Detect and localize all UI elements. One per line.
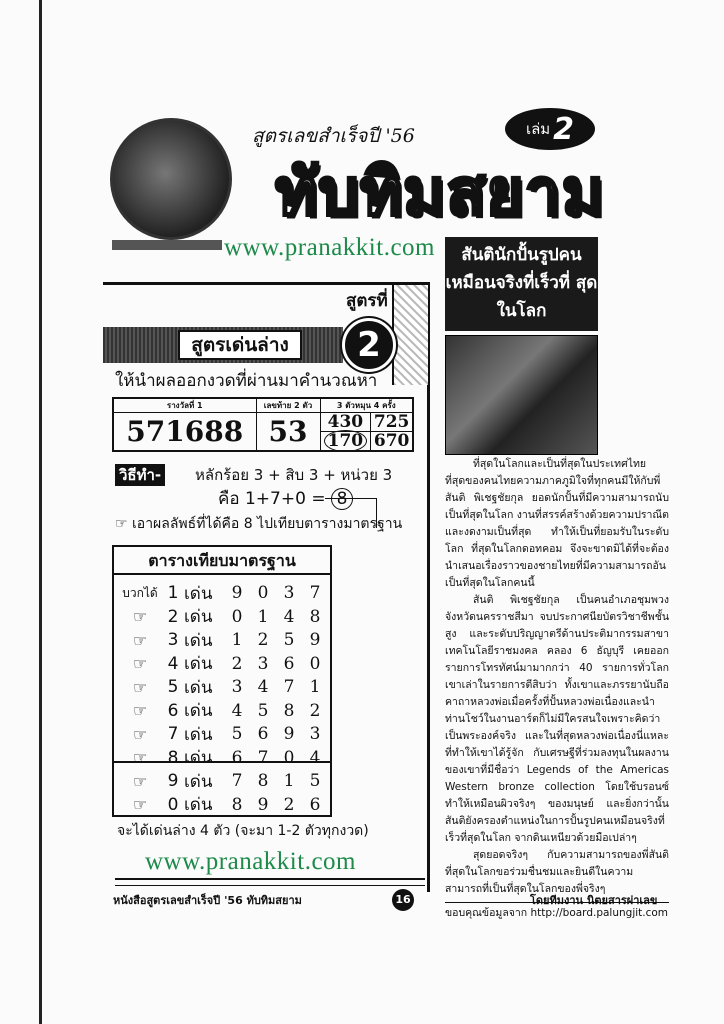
- row-digit: 3: [309, 724, 321, 744]
- row-digit: 3: [257, 653, 269, 674]
- row-word: เด่น: [184, 607, 213, 627]
- row-word: เด่น: [184, 724, 213, 745]
- standard-table-row: [118, 675, 328, 699]
- row-key: 1: [167, 583, 179, 603]
- pointing-hand-icon: ☞: [132, 771, 148, 791]
- volume-label: เล่ม: [525, 120, 551, 138]
- row-word: เด่น: [184, 630, 213, 651]
- row-digit: 3: [231, 677, 243, 697]
- three-digit-value-circled: 170: [324, 430, 368, 452]
- article-photo: [445, 335, 598, 455]
- article-headline: สันตินักปั้นรูปคน เหมือนจริงที่เร็วที่ สุดในโลก: [445, 237, 598, 331]
- row-digit: 1: [309, 677, 321, 697]
- compare-instruction: ☞ เอาผลลัพธ์ที่ได้คือ 8 ไปเทียบตารางมาตรฐาน: [115, 516, 403, 532]
- table-divider: [114, 761, 330, 763]
- header-first-prize: รางวัลที่ 1: [113, 398, 256, 413]
- volume-number: 2: [553, 111, 575, 147]
- three-digit-value: 725: [371, 413, 413, 432]
- pointing-hand-icon: ☞: [132, 748, 148, 767]
- header-three-digit: 3 ตัวหมุน 4 ครั้ง: [320, 398, 413, 413]
- row-key: 9: [167, 771, 179, 791]
- series-title: สูตรเลขสำเร็จปี '56: [252, 125, 415, 147]
- instruction-text: ให้นำผลออกงวดที่ผ่านมาคำนวณหา: [115, 371, 378, 391]
- pointing-hand-icon: ☞: [132, 607, 148, 626]
- standard-table-row: [118, 605, 328, 629]
- row-word: เด่น: [184, 701, 213, 721]
- row-digit: 2: [231, 653, 243, 674]
- pointing-hand-icon: ☞: [132, 724, 148, 744]
- row-key: 6: [167, 700, 179, 721]
- logo-caption-strip: [112, 240, 222, 250]
- row-digit: 2: [283, 794, 295, 815]
- method-equation: คือ 1+7+0 =: [218, 489, 326, 509]
- summary-text: จะได้เด่นล่าง 4 ตัว (จะมา 1-2 ตัวทุกงวด): [117, 823, 369, 839]
- base-ornament: [115, 878, 425, 886]
- row-key: 0: [167, 794, 179, 815]
- article-body: [445, 456, 669, 898]
- row-word: เด่น: [184, 748, 213, 768]
- row-digit: 9: [231, 583, 243, 603]
- standard-table-row: [118, 699, 328, 723]
- last-two-value: 53: [256, 413, 320, 452]
- pointing-hand-icon: ☞: [132, 630, 148, 650]
- row-digit: 3: [283, 583, 295, 603]
- row-digit: 6: [283, 653, 295, 674]
- row-digit: 9: [283, 724, 295, 744]
- volume-badge: [505, 108, 595, 150]
- brand-title: ทับทิมสยาม: [275, 156, 605, 230]
- standard-table-row: [118, 769, 328, 793]
- formula-number-label: สูตรที่: [346, 291, 388, 311]
- standard-table-row: [118, 722, 328, 746]
- row-digit: 4: [231, 700, 243, 721]
- row-digit: 4: [309, 747, 321, 768]
- article-paragraph: ที่สุดในโลกและเป็นที่สุดในประเทศไทย ที่สุดของคนไทยความภาคภูมิใจที่ทุกคนมีให้กับพี่สันติ พิเชฐชัยกุล ยอดนักปั้นที่มีความสามารถนับเป็นที่สุดในโลก งานที่สรรค์สร้างด้วยความปราณีต และงดงามเป็นที่สุด ทำให้เป็นที่ยอมรับในระดับโลก ที่สุดในโลกดอทคอม จึงจะขาดมิได้ที่จะต้องนำเสนอเรื่องราวของชายไทยที่มีความสามารถอันเป็นที่สุดในโลกคนนี้: [445, 458, 669, 589]
- row-digit: 0: [257, 583, 269, 603]
- row-key: 2: [167, 606, 179, 627]
- pointing-hand-icon: ☞: [132, 701, 148, 720]
- row-digit: 4: [257, 677, 269, 697]
- standard-table-row: [118, 581, 328, 605]
- watermark-top: www.pranakkit.com: [224, 234, 435, 261]
- row-digit: 9: [257, 794, 269, 815]
- row-digit: 6: [309, 794, 321, 815]
- standard-table: [112, 545, 332, 817]
- formula-number-badge: 2: [342, 318, 396, 372]
- row-word: เด่น: [184, 654, 213, 674]
- row-digit: 6: [257, 724, 269, 744]
- row-digit: 1: [257, 606, 269, 627]
- pointing-hand-icon: ☞: [132, 795, 148, 814]
- row-digit: 1: [231, 630, 243, 650]
- watermark-bottom: www.pranakkit.com: [145, 848, 356, 875]
- row-digit: 8: [283, 700, 295, 721]
- row-digit: 8: [231, 794, 243, 815]
- row-digit: 7: [309, 583, 321, 603]
- row-digit: 5: [257, 700, 269, 721]
- row-word: เด่น: [184, 583, 213, 604]
- pointing-hand-icon: ☞: [132, 677, 148, 697]
- row-digit: 9: [309, 630, 321, 650]
- row-digit: 4: [283, 606, 295, 627]
- row-key: 4: [167, 653, 179, 674]
- footer-book-title: หนังสือสูตรเลขสำเร็จปี '56 ทับทิมสยาม: [113, 894, 302, 907]
- margin-line: [39, 0, 42, 1024]
- row-digit: 1: [283, 771, 295, 791]
- method-step-1: หลักร้อย 3 + สิบ 3 + หน่วย 3: [195, 466, 393, 484]
- row-digit: 5: [309, 771, 321, 791]
- row-digit: 2: [309, 700, 321, 721]
- draw-results-table: [112, 397, 414, 452]
- standard-table-row: [118, 652, 328, 676]
- three-digit-value: 430: [320, 413, 371, 432]
- standard-table-row: [118, 793, 328, 817]
- page-number: 16: [392, 889, 414, 911]
- row-lead-label: บวกได้: [122, 585, 158, 600]
- row-digit: 0: [231, 606, 243, 627]
- pointing-hand-icon: ☞: [132, 654, 148, 673]
- row-digit: 8: [257, 771, 269, 791]
- row-digit: 7: [257, 747, 269, 768]
- row-key: 8: [167, 747, 179, 768]
- ornament-border: [392, 285, 428, 385]
- row-key: 3: [167, 630, 179, 650]
- standard-table-title: ตารางเทียบมาตรฐาน: [114, 547, 330, 575]
- row-digit: 7: [283, 677, 295, 697]
- row-digit: 5: [283, 630, 295, 650]
- row-word: เด่น: [184, 771, 213, 792]
- method-result: 8: [331, 488, 353, 510]
- row-digit: 0: [309, 653, 321, 674]
- row-digit: 5: [231, 724, 243, 744]
- standard-table-row: [118, 746, 328, 770]
- coin-logo-image: [110, 118, 232, 240]
- header-last-two: เลขท้าย 2 ตัว: [256, 398, 320, 413]
- row-digit: 0: [283, 747, 295, 768]
- row-digit: 8: [309, 606, 321, 627]
- article-paragraph: สันติ พิเชฐชัยกุล เป็นคนอำเภอชุมพวง จังหวัดนครราชสีมา จบประกาศนียบัตรวิชาชีพชั้นสูง และระดับปริญญาตรีด้านประติมากรรมสาขาเทคโนโลยีราชมงคล คลอง 6 ธัญบุรี เคยออกรายการโทรทัศน์มามากกว่า 40 รายการทั่วโลก เขาเล่าในรายการตีสิบว่า ทั้งเขาและภรรยานับถือคาถาหลวงพ่อเมื่อครั้งที่ปั้นหลวงพ่อเนื่องและนำท่านโชว์ในงานอาร์ตก็ไม่มีใครสนใจเพราะคิดว่าเป็นพระองค์จริง และในที่สุดหลวงพ่อเนื่องนี่แหละที่ทำให้เขาได้รู้จัก กับเศรษฐีที่ร่วมลงทุนในผลงานของเขาที่มีชื่อว่า Legends of the Americas Western bronze collection โดยใช้บรอนซ์ทำให้เหมือนผิวจริงๆ ของมนุษย์ และยิ่งกว่านั้นสันติยังครองตำแหน่งในการปั้นรูปคนเหมือนจริงที่เร็วที่สุดในโลก จากดินเหนียวด้วยมือเปล่าๆ: [445, 594, 669, 844]
- row-digit: 7: [231, 771, 243, 791]
- first-prize-value: 571688: [113, 413, 256, 452]
- article-column: [445, 456, 669, 921]
- article-source: ขอบคุณข้อมูลจาก http://board.palungjit.com: [445, 902, 669, 921]
- row-digit: 2: [257, 630, 269, 650]
- row-word: เด่น: [184, 795, 213, 815]
- row-word: เด่น: [184, 677, 213, 698]
- three-digit-value: 670: [371, 432, 413, 452]
- formula-title: สูตรเด่นล่าง: [178, 330, 302, 360]
- article-paragraph: สุดยอดจริงๆ กับความสามารถของพี่สันติ ที่สุดในโลกขอร่วมชื่นชมและยินดีในความสามารถที่เป็นที่สุดในโลกของพี่จริงๆ: [445, 849, 669, 895]
- method-label: วิธีทำ-: [115, 464, 165, 486]
- row-key: 5: [167, 677, 179, 697]
- row-digit: 6: [231, 747, 243, 768]
- standard-table-row: [118, 628, 328, 652]
- footer-credit: โดยทีมงาน นิตยสารผ่าเลข: [530, 894, 658, 907]
- row-key: 7: [167, 724, 179, 744]
